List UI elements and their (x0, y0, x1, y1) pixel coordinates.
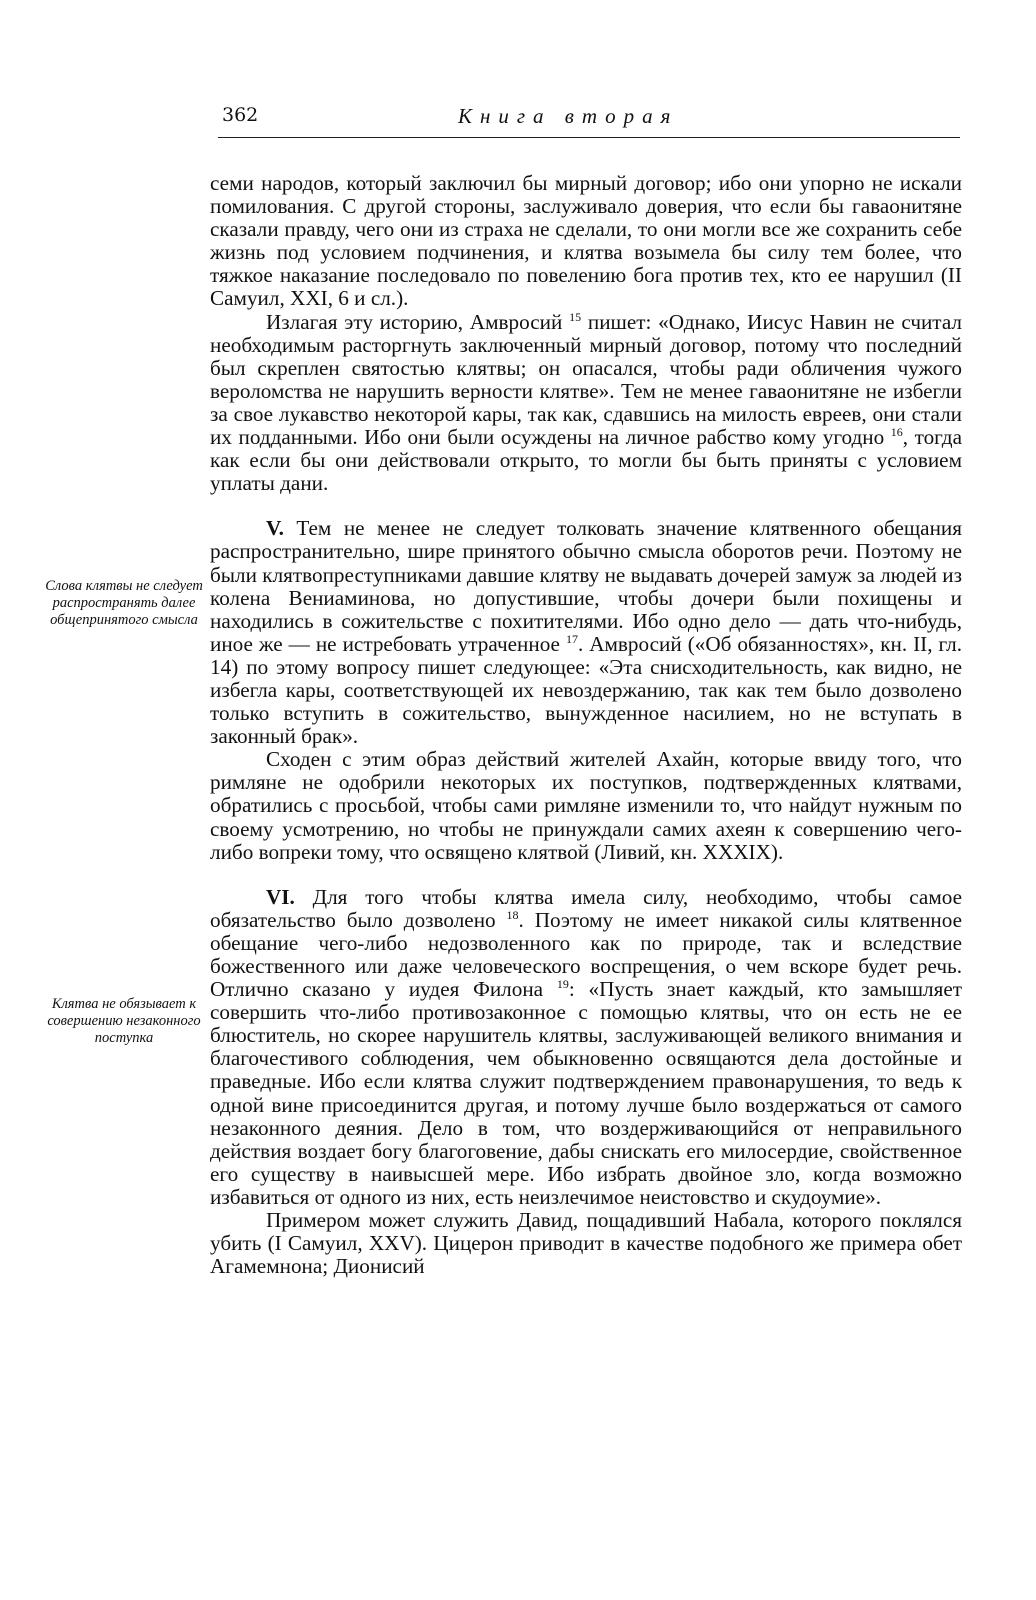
margin-note-oath-words: Слова клятвы не следует распространять далее общепринятого смысла (45, 578, 203, 628)
header-rule (218, 137, 960, 138)
footnote-ref-18: 18 (506, 907, 519, 922)
page-header (218, 104, 960, 130)
section-gap (210, 864, 962, 886)
page-number: 362 (222, 104, 259, 126)
paragraph-2: Излагая эту историю, Амвросий $^{15}$ пишет: «Однако, Иисус Навин не считал необходимым расторгнуть заключенный мирный договор, потому что последний был скреплен святостью клятвы; он опасался, чтобы ради обличения чужого вероломства не нарушить верности клятве». Тем не менее гаваонитяне не избегли за свое лукавство некоторой кары, так как, сдавшись на милость евреев, они стали их подданными. Ибо они были осуждены на личное рабство кому угодно $^{16}$, тогда как если бы они действовали открыто, то могли бы быть приняты с условием уплаты дани. (210, 309, 962, 496)
section-5: V. Тем не менее не следует толковать значение клятвенного обещания распространительно, шире принятого обычно смысла оборотов речи. Поэтому не были клятвопреступниками давшие клятву не выдавать дочерей замуж за людей из колена Вениаминова, но допустившие, чтобы дочери были похищены и находились в сожительстве с похитителями. Ибо одно дело — дать что-нибудь, иное же — не истребовать утраченное $^{17}$. Амвросий («Об обязанностях», кн. II, гл. 14) по этому вопросу пишет следующее: «Эта снисходительность, как видно, не избегла кары, соответствующей их невоздержанию, так как тем было дозволено только вступить в сожительство, вынужденное насилием, но не вступать в законный брак». (210, 516, 962, 749)
section-gap (210, 495, 962, 517)
main-text (210, 172, 962, 1278)
section-number: V. (266, 516, 284, 541)
paragraph-6: Примером может служить Давид, пощадивший Набала, которого поклялся убить (I Самуил, XXV). Цицерон приводит в качестве подобного же примера обет Агамемнона; Дионисий (210, 1208, 962, 1279)
section-number: VI. (266, 884, 295, 909)
margin-note-unlawful-act: Клятва не обязывает к совершению незаконного поступка (47, 996, 201, 1046)
footnote-ref-15: 15 (569, 309, 582, 324)
footnote-ref-16: 16 (890, 424, 903, 439)
paragraph-4: Сходен с этим образ действий жителей Ахайн, которые ввиду того, что римляне не одобрили некоторых их поступков, подтвержденных клятвами, обратились с просьбой, чтобы сами римляне изменили то, что найдут нужным по своему усмотрению, но чтобы не принуждали самих ахеян к совершению чего-либо вопреки тому, что освящено клятвой (Ливий, кн. XXXIX). (210, 747, 962, 864)
running-title: Книга вторая (458, 104, 679, 128)
footnote-ref-17: 17 (565, 631, 578, 646)
section-6: VI. Для того чтобы клятва имела силу, необходимо, чтобы самое обязательство было дозволено $^{18}$. Поэтому не имеет никакой силы клятвенное обещание чего-либо недозволенного как по природе, так и вследствие божественного или даже человеческого воспрещения, о чем вскоре будет речь. Отлично сказано у иудея Филона $^{19}$: «Пусть знает каждый, кто замышляет совершить что-либо противозаконное с помощью клятвы, что он есть не ее блюститель, но скорее нарушитель клятвы, заслуживающей великого внимания и благочестивого соблюдения, чем обыкновенно освящаются дела достойные и праведные. Ибо если клятва служит подтверждением правонарушения, то ведь к одной вине присоединится другая, и потому лучше было воздержаться от самого незаконного деяния. Дело в том, что воздерживающийся от неправильного действия воздает богу благоговение, дабы снискать его милосердие, свойственное его существу в наивысшей мере. Ибо избрать двойное зло, когда возможно избавиться от одного из них, есть неизлечимое неистовство и скудоумие». (210, 884, 963, 1209)
footnote-ref-19: 19 (556, 977, 569, 992)
paragraph-1: семи народов, который заключил бы мирный договор; ибо они упорно не искали помилования. С другой стороны, заслуживало доверия, что если бы гаваонитяне сказали правду, чего они из страха не сделали, то они могли все же сохранить себе жизнь под условием подчинения, и клятва возымела бы силу тем более, что тяжкое наказание последовало по повелению бога против тех, кто ее нарушил (II Самуил, XXI, 6 и сл.). (210, 171, 962, 311)
